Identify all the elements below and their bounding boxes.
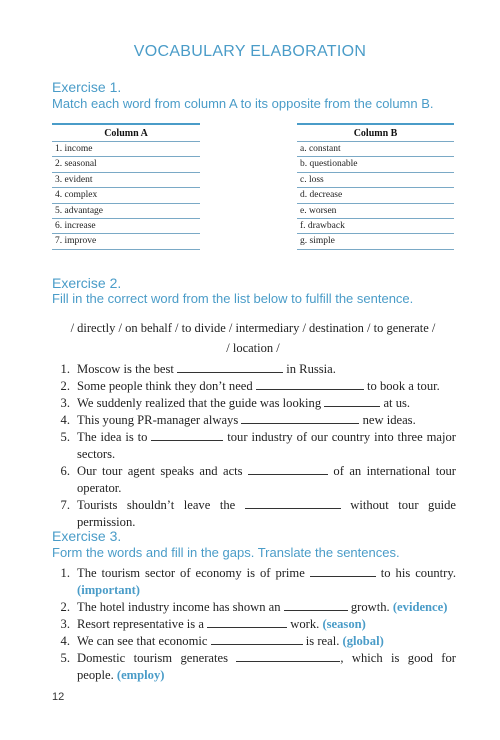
blank-gap[interactable] — [207, 616, 287, 628]
item-number: 2. — [60, 600, 70, 614]
column-a-row: 7. improve — [52, 234, 200, 249]
item-number: 1. — [60, 362, 70, 376]
column-b-row: c. loss — [297, 173, 454, 188]
word-hint: (season) — [322, 617, 366, 631]
column-b-row: d. decrease — [297, 188, 454, 203]
sentence-text: Moscow is the best — [77, 362, 174, 376]
blank-gap[interactable] — [310, 565, 376, 577]
word-hint: (global) — [342, 634, 384, 648]
sentence-text: We can see that economic — [77, 634, 208, 648]
sentence-continuation: operator. — [77, 481, 122, 495]
item-number: 5. — [60, 430, 70, 444]
item-number: 5. — [60, 651, 70, 665]
blank-gap[interactable] — [236, 650, 340, 662]
list-item — [52, 497, 456, 531]
column-b-header: Column B — [297, 125, 454, 142]
blank-gap[interactable] — [324, 395, 380, 407]
list-item — [52, 395, 456, 412]
sentence-continuation: sectors. — [77, 447, 116, 461]
sentence-text: The hotel industry income has shown an — [77, 600, 281, 614]
list-item — [52, 378, 456, 395]
sentence-text: This young PR-manager always — [77, 413, 239, 427]
sentence-text: to his country. — [380, 566, 456, 580]
sentence-text: to book a tour. — [367, 379, 440, 393]
sentence-text: Some people think they don’t need — [77, 379, 253, 393]
sentence-text: , which is good for — [340, 651, 456, 665]
sentence-text: Domestic tourism generates — [77, 651, 229, 665]
item-number: 1. — [60, 566, 70, 580]
sentence-text: in Russia. — [286, 362, 336, 376]
sentence-text: Our tour agent speaks and acts — [77, 464, 243, 478]
column-a-header: Column A — [52, 125, 200, 142]
item-number: 3. — [60, 396, 70, 410]
sentence-text: of an international tour — [333, 464, 456, 478]
sentence-text: We suddenly realized that the guide was looking — [77, 396, 322, 410]
list-item — [52, 463, 456, 497]
word-list-line: / directly / on behalf / to divide / intermediary / destination / to generate / — [70, 321, 436, 335]
blank-gap[interactable] — [211, 633, 303, 645]
sentence-continuation: permission. — [77, 515, 136, 529]
blank-gap[interactable] — [284, 599, 348, 611]
column-b-row: b. questionable — [297, 157, 454, 172]
item-number: 7. — [60, 498, 70, 512]
sentence-text: Resort representative is a — [77, 617, 204, 631]
exercise-2-instruction: Fill in the correct word from the list below to fulfill the sentence. — [52, 291, 414, 306]
list-item — [52, 429, 456, 463]
column-b-row: g. simple — [297, 234, 454, 249]
sentence-text: growth. — [350, 600, 390, 614]
column-b-row: a. constant — [297, 142, 454, 157]
page-number: 12 — [52, 691, 65, 703]
sentence-text: is real. — [305, 634, 340, 648]
page-title: VOCABULARY ELABORATION — [133, 43, 367, 60]
sentence-text: The tourism sector of economy is of prime — [77, 566, 305, 580]
word-list-line: / location / — [226, 341, 280, 355]
exercise-2-title: Exercise 2. — [52, 275, 122, 291]
blank-gap[interactable] — [248, 463, 328, 475]
list-item — [52, 599, 456, 616]
column-a-row: 3. evident — [52, 173, 200, 188]
exercise-3-list — [52, 565, 456, 684]
exercise-1-title: Exercise 1. — [52, 79, 122, 95]
blank-gap[interactable] — [151, 429, 223, 441]
list-item — [52, 361, 456, 378]
column-b-row: e. worsen — [297, 204, 454, 219]
blank-gap[interactable] — [256, 378, 364, 390]
item-number: 4. — [60, 413, 70, 427]
sentence-text: tour industry of our country into three major — [227, 430, 456, 444]
sentence-text: work. — [290, 617, 320, 631]
exercise-3-title: Exercise 3. — [52, 528, 122, 544]
column-a-row: 5. advantage — [52, 204, 200, 219]
column-a-row: 6. increase — [52, 219, 200, 234]
exercise-3-instruction: Form the words and fill in the gaps. Translate the sentences. — [52, 545, 400, 560]
list-item — [52, 565, 456, 599]
sentence-text: Tourists shouldn’t leave the — [77, 498, 236, 512]
sentence-text: at us. — [383, 396, 411, 410]
sentence-text: new ideas. — [362, 413, 416, 427]
column-a-row: 2. seasonal — [52, 157, 200, 172]
blank-gap[interactable] — [177, 361, 283, 373]
blank-gap[interactable] — [241, 412, 359, 424]
column-a-row: 1. income — [52, 142, 200, 157]
sentence-text: The idea is to — [77, 430, 148, 444]
item-number: 6. — [60, 464, 70, 478]
exercise-2-list — [52, 361, 456, 531]
column-a-row: 4. complex — [52, 188, 200, 203]
item-number: 2. — [60, 379, 70, 393]
word-hint: (evidence) — [392, 600, 448, 614]
sentence-continuation: people. — [77, 668, 114, 682]
column-a-table — [52, 123, 200, 250]
list-item — [52, 412, 456, 429]
list-item — [52, 633, 456, 650]
item-number: 3. — [60, 617, 70, 631]
list-item — [52, 616, 456, 633]
word-hint: (important) — [77, 583, 140, 597]
word-list — [52, 318, 454, 358]
sentence-text: without tour guide — [350, 498, 457, 512]
column-b-row: f. drawback — [297, 219, 454, 234]
blank-gap[interactable] — [245, 497, 341, 509]
item-number: 4. — [60, 634, 70, 648]
list-item — [52, 650, 456, 684]
exercise-1-instruction: Match each word from column A to its opposite from the column B. — [52, 96, 434, 111]
column-b-table — [297, 123, 454, 250]
word-hint: (employ) — [116, 668, 165, 682]
